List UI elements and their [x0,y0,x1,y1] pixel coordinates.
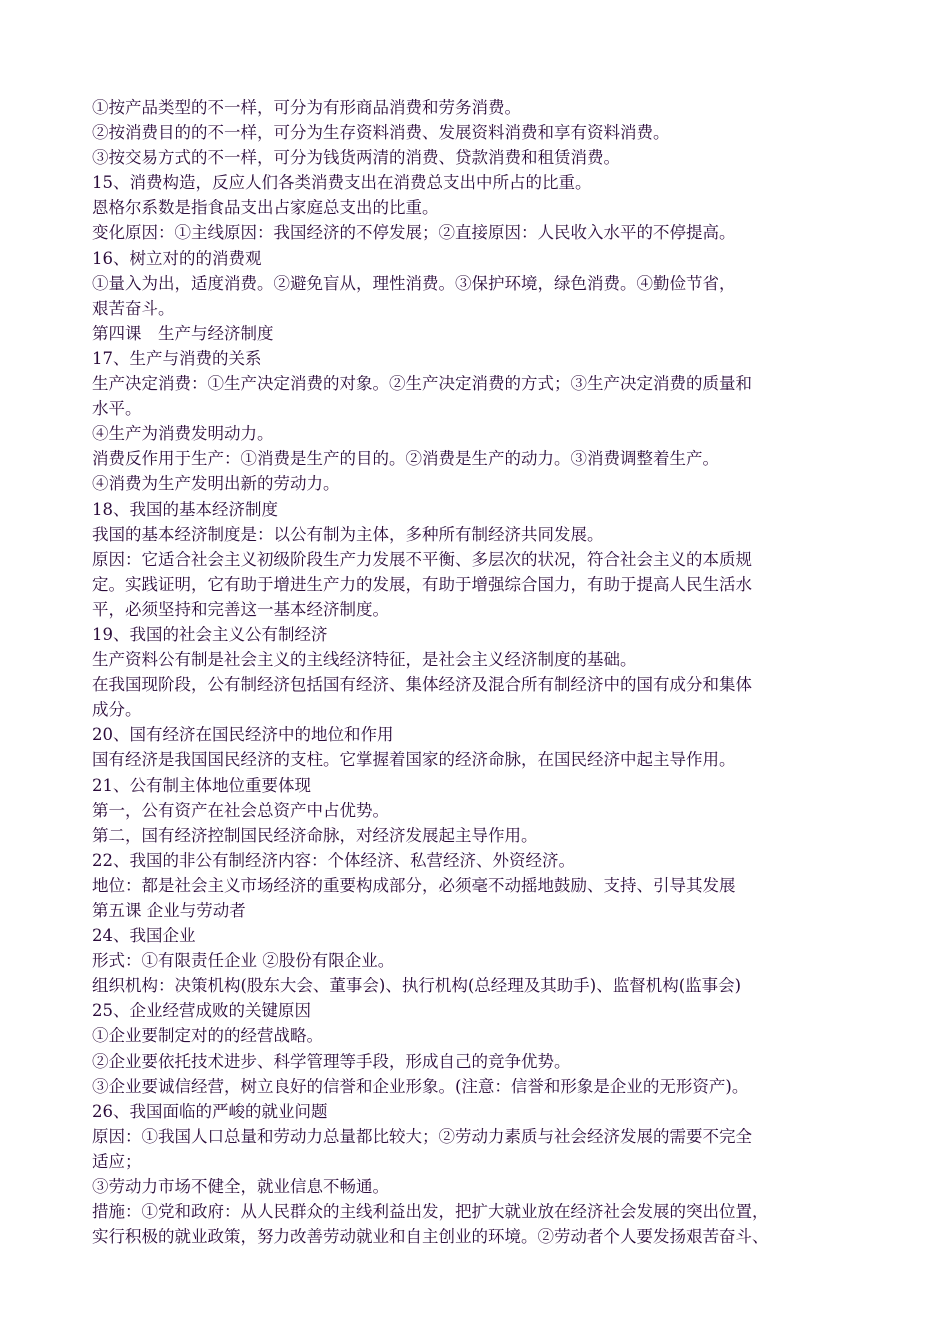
text-line: 定。实践证明，它有助于增进生产力的发展，有助于增强综合国力，有助于提高人民生活水 [92,574,752,594]
text-line: 第二，国有经济控制国民经济命脉，对经济发展起主导作用。 [92,825,538,845]
text-line: ③按交易方式的不一样，可分为钱货两清的消费、贷款消费和租赁消费。 [92,148,620,168]
section-heading: 22、我国的非公有制经济内容：个体经济、私营经济、外资经济。 [92,850,575,870]
text-line: 艰苦奋斗。 [92,298,175,318]
text-line: 生产资料公有制是社会主义的主线经济特征，是社会主义经济制度的基础。 [92,650,637,670]
text-line: 恩格尔系数是指食品支出占家庭总支出的比重。 [92,198,439,218]
lesson-heading: 第四课 生产与经济制度 [92,323,274,343]
text-line: 水平。 [92,399,142,419]
section-heading: 19、我国的社会主义公有制经济 [92,624,328,644]
section-heading: 16、树立对的的消费观 [92,248,262,268]
text-line: 形式：①有限责任企业 ②股份有限企业。 [92,951,395,971]
section-heading: 18、我国的基本经济制度 [92,499,278,519]
text-line: ①企业要制定对的的经营战略。 [92,1026,323,1046]
section-heading: 17、生产与消费的关系 [92,348,262,368]
text-line: 生产决定消费：①生产决定消费的对象。②生产决定消费的方式；③生产决定消费的质量和 [92,374,752,394]
text-line: ①按产品类型的不一样，可分为有形商品消费和劳务消费。 [92,98,521,117]
text-line: 变化原因：①主线原因：我国经济的不停发展；②直接原因：人民收入水平的不停提高。 [92,223,736,243]
section-heading: 21、公有制主体地位重要体现 [92,775,311,795]
text-line: ④消费为生产发明出新的劳动力。 [92,474,340,494]
text-line: 组织机构：决策机构(股东大会、董事会)、执行机构(总经理及其助手)、监督机构(监事会) [92,976,742,996]
text-line: ④生产为消费发明动力。 [92,424,274,444]
text-line: 消费反作用于生产：①消费是生产的目的。②消费是生产的动力。③消费调整着生产。 [92,449,719,469]
text-line: 第一，公有资产在社会总资产中占优势。 [92,800,389,820]
section-heading: 20、国有经济在国民经济中的地位和作用 [92,725,394,745]
text-line: 国有经济是我国国民经济的支柱。它掌握着国家的经济命脉，在国民经济中起主导作用。 [92,750,736,770]
section-heading: 25、企业经营成败的关键原因 [92,1001,311,1021]
document-page [92,95,872,1249]
text-line: 15、消费构造，反应人们各类消费支出在消费总支出中所占的比重。 [92,173,592,193]
text-line: 措施：①党和政府：从人民群众的主线利益出发，把扩大就业放在经济社会发展的突出位置， [92,1202,769,1222]
text-line: ③企业要诚信经营，树立良好的信誉和企业形象。(注意：信誉和形象是企业的无形资产)。 [92,1076,749,1096]
text-line: 成分。 [92,700,142,720]
text-line: ③劳动力市场不健全，就业信息不畅通。 [92,1177,389,1197]
text-line: 原因：它适合社会主义初级阶段生产力发展不平衡、多层次的状况，符合社会主义的本质规 [92,549,752,569]
section-heading: 24、我国企业 [92,926,196,946]
text-line: 适应； [92,1151,142,1171]
lesson-heading: 第五课 企业与劳动者 [92,901,246,920]
text-line: 地位：都是社会主义市场经济的重要构成部分，必须毫不动摇地鼓励、支持、引导其发展 [92,875,736,895]
text-line: ②企业要依托技术进步、科学管理等手段，形成自己的竞争优势。 [92,1051,571,1071]
text-line: 在我国现阶段，公有制经济包括国有经济、集体经济及混合所有制经济中的国有成分和集体 [92,675,752,695]
text-line: ①量入为出，适度消费。②避免盲从，理性消费。③保护环境，绿色消费。④勤俭节省， [92,273,736,293]
text-line: 平，必须坚持和完善这一基本经济制度。 [92,599,389,619]
text-line: ②按消费目的的不一样，可分为生存资料消费、发展资料消费和享有资料消费。 [92,123,670,143]
text-line: 实行积极的就业政策，努力改善劳动就业和自主创业的环境。②劳动者个人要发扬艰苦奋斗、 [92,1227,769,1247]
text-line: 我国的基本经济制度是：以公有制为主体，多种所有制经济共同发展。 [92,524,604,544]
section-heading: 26、我国面临的严峻的就业问题 [92,1101,328,1121]
text-line: 原因：①我国人口总量和劳动力总量都比较大；②劳动力素质与社会经济发展的需要不完全 [92,1126,752,1146]
